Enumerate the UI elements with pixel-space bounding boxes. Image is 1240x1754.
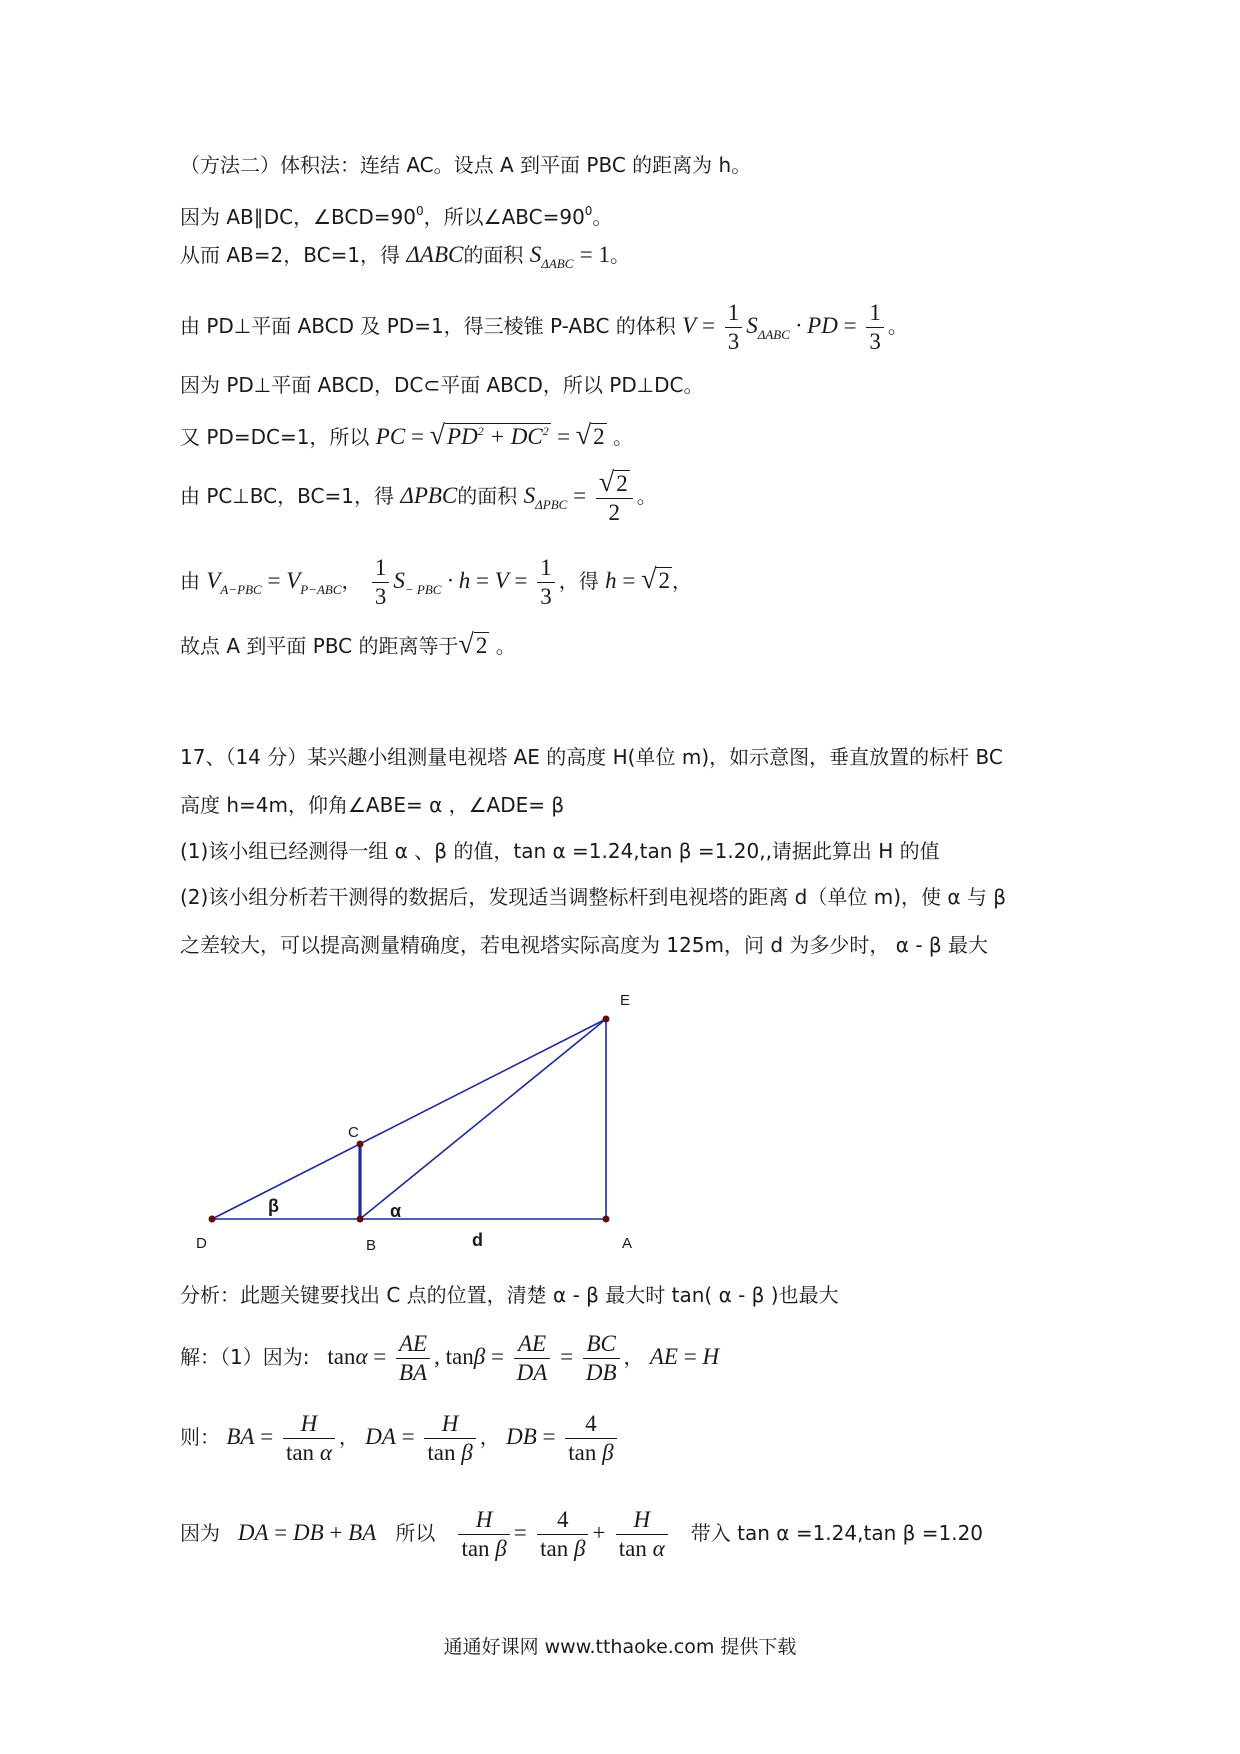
solution-lengths-line: 则： BA = $\frac{H}{\text{tan α}}$ ， DA = $\frac{H}{\text{tan β}}$ ， DB = $\frac{4}{\text{tan β}}$ xyxy=(180,1404,621,1470)
line-de xyxy=(212,1019,606,1219)
text: 。 xyxy=(610,243,631,267)
text: 因为 xyxy=(180,1521,220,1545)
text: 带入 tan α =1.24,tan β =1.20 xyxy=(690,1521,984,1545)
text: 解：（1）因为: xyxy=(180,1345,310,1369)
text: 因为 AB∥DC，∠BCD=90 xyxy=(180,205,416,229)
point-d xyxy=(209,1216,216,1223)
text: 由 xyxy=(180,569,200,593)
label-b: B xyxy=(366,1237,377,1254)
fraction: $\frac{1}{3}$ xyxy=(372,554,390,611)
label-alpha: α xyxy=(390,1201,402,1221)
text: 故点 A 到平面 PBC 的距离等于 xyxy=(180,634,459,658)
point-a xyxy=(603,1216,610,1223)
point-b xyxy=(357,1216,364,1223)
parallel-line xyxy=(180,198,612,230)
equal-volume-line: 由 $V_{A-PBC} = V_{P-ABC}$， $\frac{1}{3}$ $S_{- PBC} \cdot h = V$ = $\frac{1}{3}$ ，得 h = √2 ， xyxy=(180,555,692,609)
question-17-part2: (2)该小组分析若干测得的数据后，发现适当调整标杆到电视塔的距离 d（单位 m)，使 α 与 β xyxy=(180,885,1007,909)
text: 的面积 xyxy=(463,243,524,267)
superscript: 0 xyxy=(416,204,424,218)
fraction: $\frac{4}{\text{tan β}}$ xyxy=(565,1410,616,1467)
sqrt-expression: $√PD^2 + DC^2$ xyxy=(429,420,549,451)
pc-length-line: 又 PD=DC=1，所以 PC = $√PD^2 + DC^2 = √2$ 。 xyxy=(180,420,634,451)
fraction: $\frac{H}{\text{tan β}}$ xyxy=(458,1506,509,1563)
label-a: A xyxy=(622,1235,633,1252)
label-beta: β xyxy=(268,1196,279,1216)
label-e: E xyxy=(620,992,631,1009)
text: 从而 AB=2，BC=1，得 xyxy=(180,243,401,267)
fraction: $\frac{H}{\text{tan α}}$ xyxy=(616,1506,668,1563)
text: ，所以∠ABC=90 xyxy=(423,205,585,229)
volume-line: 由 PD⊥平面 ABCD 及 PD=1，得三棱锥 P-ABC 的体积 V = $\frac{1}{3}$ $S_{\Delta ABC}$ · PD = $\frac{1}{3}$ 。 xyxy=(180,300,908,354)
fraction: $\frac{1}{3}$ xyxy=(537,554,555,611)
superscript: 0 xyxy=(584,204,593,218)
fraction: $\frac{1}{3}$ xyxy=(866,299,884,356)
line-be xyxy=(360,1019,606,1219)
fraction: $\frac{AE}{BA}$ xyxy=(396,1330,430,1387)
question-17-line1: 17、（14 分）某兴趣小组测量电视塔 AE 的高度 H(单位 m)，如示意图，垂直放置的标杆 BC xyxy=(180,745,1003,769)
fraction: $\frac{4}{\text{tan β}}$ xyxy=(537,1506,588,1563)
volume-formula: V xyxy=(682,313,697,338)
fraction: $\frac{AE}{DA}$ xyxy=(514,1330,551,1387)
fraction: $\frac{√2}{2}$ xyxy=(596,469,633,527)
method-two-intro: （方法二）体积法：连结 AC。设点 A 到平面 PBC 的距离为 h。 xyxy=(180,153,752,177)
text: 的面积 xyxy=(457,484,518,508)
fraction: $\frac{1}{3}$ xyxy=(725,299,743,356)
solution-tan-line: 解：（1）因为: tanα = $\frac{AE}{BA}$ , tanβ = $\frac{AE}{DA}$ = $\frac{BC}{DB}$ ， AE = H xyxy=(180,1331,720,1385)
question-17-part1: (1)该小组已经测得一组 α 、β 的值，tan α =1.24,tan β =1.20,,请据此算出 H 的值 xyxy=(180,839,940,863)
label-d-distance: d xyxy=(472,1230,483,1250)
text: 由 PD⊥平面 ABCD 及 PD=1，得三棱锥 P-ABC 的体积 xyxy=(180,314,676,338)
text: 。 xyxy=(592,205,613,229)
text: 则： xyxy=(180,1425,220,1449)
text: 所以 xyxy=(395,1521,436,1545)
text: 由 PC⊥BC，BC=1，得 xyxy=(180,484,394,508)
analysis-line: 分析：此题关键要找出 C 点的位置，清楚 α - β 最大时 tan( α - β )也最大 xyxy=(180,1283,839,1307)
fraction: $\frac{H}{\text{tan β}}$ xyxy=(424,1410,475,1467)
distance-conclusion: 故点 A 到平面 PBC 的距离等于√2 。 xyxy=(180,629,516,660)
point-c xyxy=(357,1141,364,1148)
triangle-abc: ΔABC xyxy=(406,242,464,267)
label-c: C xyxy=(348,1124,359,1141)
area-pbc-line: 由 PC⊥BC，BC=1，得 ΔPBC的面积 $S_{\Delta PBC}$ = $\frac{√2}{2}$ 。 xyxy=(180,466,657,525)
point-e xyxy=(603,1016,610,1023)
perpendicular-line: 因为 PD⊥平面 ABCD，DC⊂平面 ABCD，所以 PD⊥DC。 xyxy=(180,373,704,397)
solution-equation-line: 因为 DA = DB + BA 所以 $\frac{H}{\text{tan β}}$ = $\frac{4}{\text{tan β}}$ + $\frac{H}{\text{tan α}}$ 带入 tan α =1.24,tan β =1.20 xyxy=(180,1507,984,1561)
fraction: $\frac{BC}{DB}$ xyxy=(583,1330,620,1387)
area-symbol: $S_{\Delta ABC}$ xyxy=(529,242,574,271)
label-d: D xyxy=(196,1235,207,1252)
question-17-part2-cont: 之差较大，可以提高测量精确度，若电视塔实际高度为 125m，问 d 为多少时， α - β 最大 xyxy=(180,933,989,957)
area-value: = 1 xyxy=(579,242,611,267)
area-abc-line xyxy=(180,242,630,277)
sqrt-two: √2 xyxy=(575,420,605,451)
page-footer: 通通好课网 www.tthaoke.com 提供下载 xyxy=(443,1636,797,1658)
question-17-line2: 高度 h=4m，仰角∠ABE= α ，∠ADE= β xyxy=(180,793,565,817)
text: 又 PD=DC=1，所以 xyxy=(180,425,370,449)
triangle-pbc: ΔPBC xyxy=(400,483,458,508)
text: ，得 xyxy=(558,569,599,593)
fraction: $\frac{H}{\text{tan α}}$ xyxy=(283,1410,335,1467)
